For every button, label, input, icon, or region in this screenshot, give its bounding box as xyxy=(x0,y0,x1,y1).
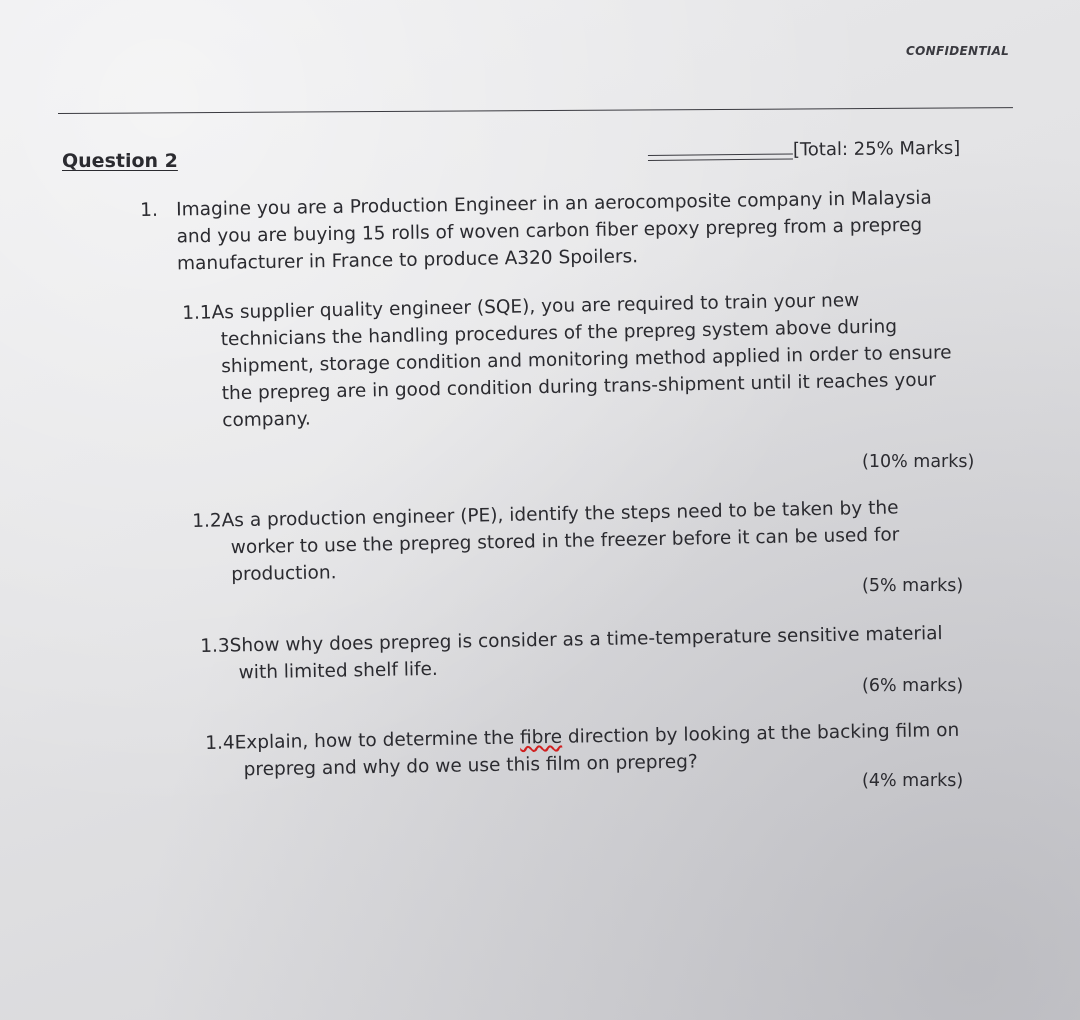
marks-1-3: (6% marks) xyxy=(862,676,964,696)
main-question xyxy=(140,183,1021,278)
subquestion-number: 1.1 xyxy=(182,302,212,324)
main-question-text xyxy=(176,183,1022,277)
total-marks-line xyxy=(648,153,793,161)
spellcheck-flagged-word[interactable]: fibre xyxy=(519,726,563,749)
marks-1-2: (5% marks) xyxy=(862,576,964,596)
subquestion-line: prepreg and why do we use this film on prepreg? xyxy=(243,751,698,781)
subquestion-line: technicians the handling procedures of the prepreg system above during xyxy=(220,316,898,351)
subquestion-text: As supplier quality engineer (SQE), you are required to train your new xyxy=(211,290,860,324)
subquestion-line: shipment, storage condition and monitoring method applied in order to ensure xyxy=(221,342,952,378)
subquestion-text-after: direction by looking at the backing film on xyxy=(561,719,960,748)
main-question-line: manufacturer in France to produce A320 Spoilers. xyxy=(176,246,639,275)
subquestion-line: with limited shelf life. xyxy=(238,658,439,684)
subquestion-line: the prepreg are in good condition during trans-shipment until it reaches your xyxy=(221,369,937,405)
subquestion-number: 1.3 xyxy=(200,635,230,657)
subquestion-number: 1.4 xyxy=(205,732,235,754)
main-question-line: Imagine you are a Production Engineer in an aerocomposite company in Malaysia xyxy=(176,187,932,221)
subquestion-line: worker to use the prepreg stored in the freezer before it can be used for xyxy=(230,524,900,559)
subquestion-line: company. xyxy=(222,408,312,432)
subquestion-number: 1.2 xyxy=(192,510,222,532)
subquestion-1-2 xyxy=(192,492,1023,589)
confidential-label: CONFIDENTIAL xyxy=(906,44,1010,58)
question-title: Question 2 xyxy=(62,150,178,172)
main-question-number: 1. xyxy=(140,199,159,221)
subquestion-1-1 xyxy=(182,284,1014,435)
subquestion-line: production. xyxy=(231,562,337,586)
total-marks-text: [Total: 25% Marks] xyxy=(792,137,961,161)
subquestion-text: As a production engineer (PE), identify the steps need to be taken by the xyxy=(221,497,899,532)
header-divider xyxy=(58,107,1013,114)
total-marks xyxy=(648,138,961,162)
marks-1-4: (4% marks) xyxy=(862,771,964,791)
subquestion-text-before: Explain, how to determine the xyxy=(234,727,521,754)
subquestion-text: Show why does prepreg is consider as a time-temperature sensitive material xyxy=(229,623,943,657)
main-question-line: and you are buying 15 rolls of woven carbon fiber epoxy prepreg from a prepreg xyxy=(176,214,923,248)
marks-1-1: (10% marks) xyxy=(862,452,975,472)
